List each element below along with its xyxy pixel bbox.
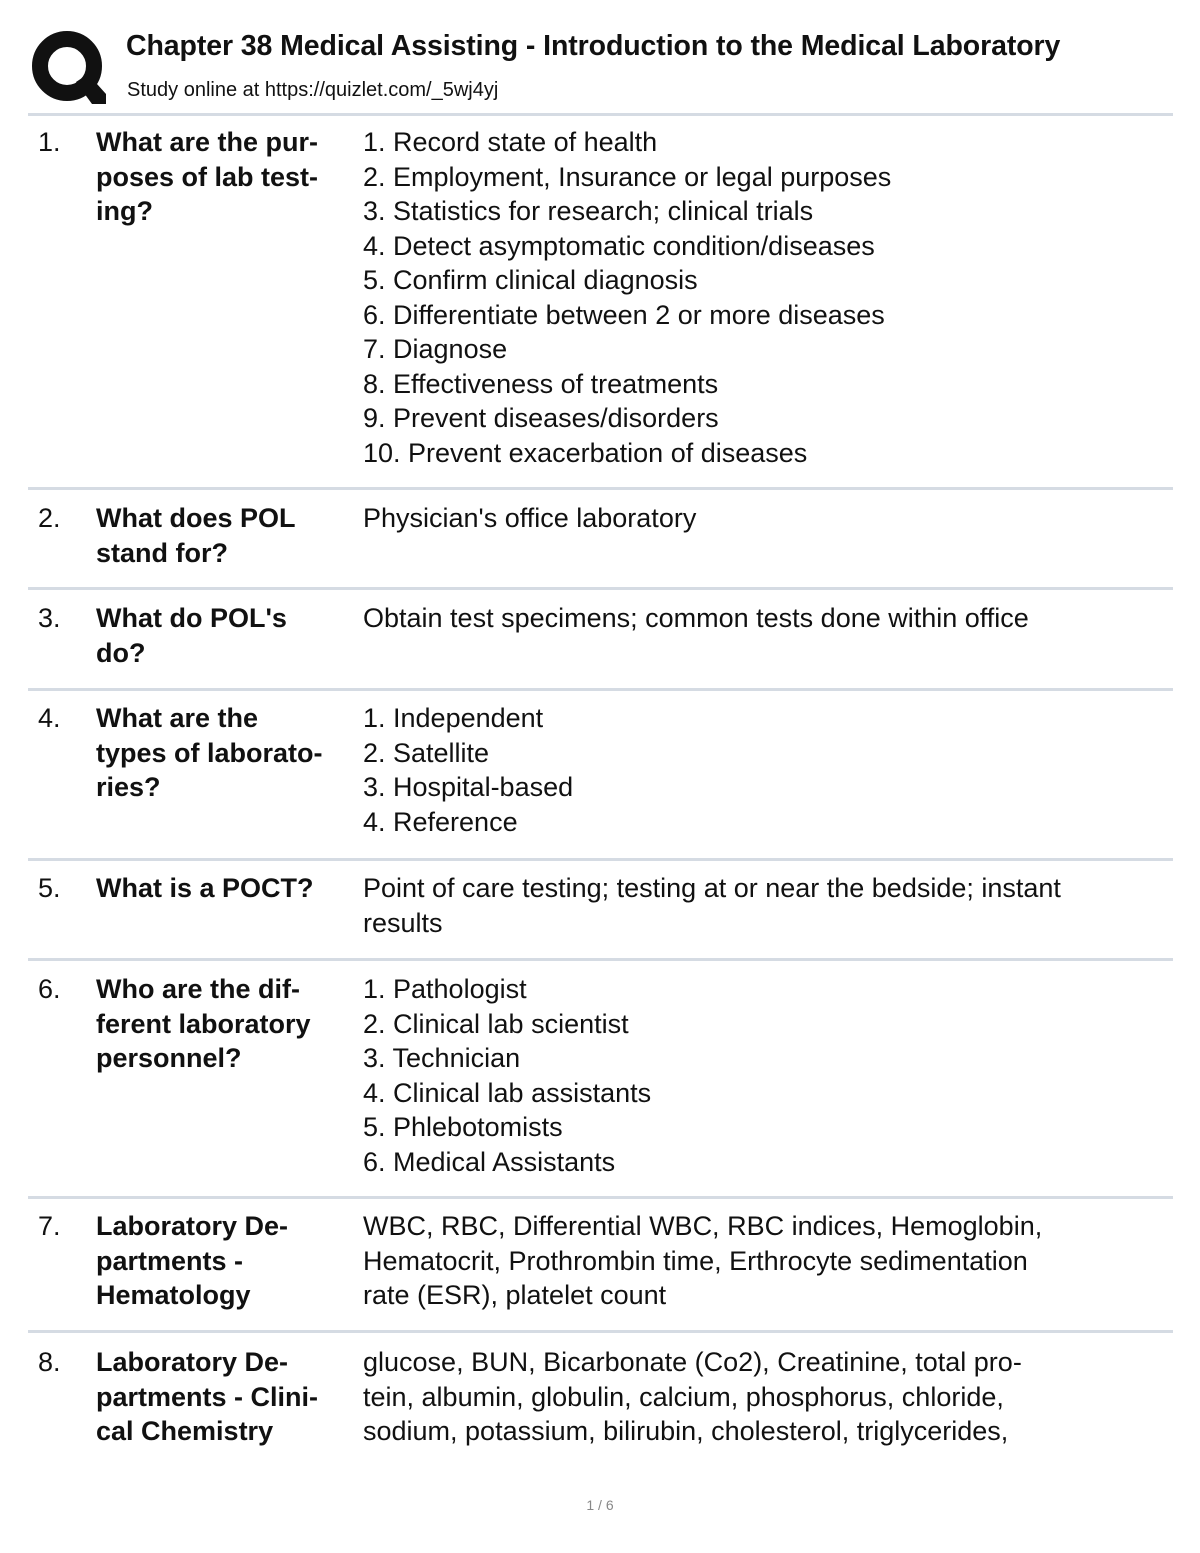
card-question: Laboratory De- partments - Clini- cal Chemistry	[96, 1347, 319, 1446]
card-number: 4.	[38, 703, 61, 733]
answer-line: 1. Independent	[363, 703, 544, 733]
card-question: What are the types of laborato- ries?	[96, 703, 323, 802]
answer-line: results	[363, 907, 443, 938]
answer-line: Obtain test specimens; common tests done within office	[363, 603, 1029, 633]
answer-line: 2. Satellite	[363, 737, 490, 768]
card-divider	[28, 688, 1173, 691]
card-number: 6.	[38, 974, 61, 1004]
card-divider	[28, 1330, 1173, 1333]
answer-line: Physician's office laboratory	[363, 503, 697, 533]
card-question: Who are the dif- ferent laboratory personnel?	[96, 974, 311, 1073]
answer-line: 8. Effectiveness of treatments	[363, 368, 719, 399]
card-answer	[363, 1209, 1163, 1313]
answer-line: Hematocrit, Prothrombin time, Erthrocyte sedimentation	[363, 1245, 1028, 1276]
answer-line: 9. Prevent diseases/disorders	[363, 403, 719, 433]
card-divider	[28, 587, 1173, 590]
answer-line: tein, albumin, globulin, calcium, phosphorus, chloride,	[363, 1381, 1004, 1412]
page-number: 1 / 6	[586, 1497, 614, 1513]
answer-line: sodium, potassium, bilirubin, cholesterol, triglycerides,	[363, 1416, 1009, 1446]
answer-line: 4. Reference	[363, 806, 518, 837]
answer-line: Point of care testing; testing at or near the bedside; instant	[363, 873, 1061, 903]
card-number: 5.	[38, 873, 61, 903]
answer-line: 7. Diagnose	[363, 334, 508, 364]
card-answer	[363, 701, 1163, 839]
answer-line: 3. Hospital-based	[363, 772, 574, 802]
answer-line: 5. Phlebotomists	[363, 1112, 563, 1142]
card-number: 2.	[38, 503, 61, 533]
card-answer	[363, 601, 1163, 636]
card-divider	[28, 958, 1173, 961]
answer-line: 3. Statistics for research; clinical trials	[363, 196, 814, 226]
answer-line: 5. Confirm clinical diagnosis	[363, 265, 698, 295]
card-answer	[363, 871, 1163, 940]
card-question: What does POL stand for?	[96, 503, 296, 568]
card-question: What do POL's do?	[96, 603, 287, 668]
answer-line: 6. Differentiate between 2 or more diseases	[363, 299, 885, 330]
answer-line: 2. Employment, Insurance or legal purposes	[363, 161, 892, 192]
answer-line: WBC, RBC, Differential WBC, RBC indices, Hemoglobin,	[363, 1211, 1043, 1241]
answer-line: 1. Record state of health	[363, 127, 658, 157]
card-question: What is a POCT?	[96, 873, 314, 903]
answer-line: 1. Pathologist	[363, 974, 527, 1004]
card-answer	[363, 125, 1163, 470]
card-divider	[28, 487, 1173, 490]
study-online-link[interactable]: Study online at https://quizlet.com/_5wj4yj	[127, 79, 499, 101]
answer-line: 6. Medical Assistants	[363, 1146, 616, 1177]
card-divider	[28, 858, 1173, 861]
answer-line: 3. Technician	[363, 1043, 521, 1073]
card-number: 8.	[38, 1347, 61, 1377]
card-number: 7.	[38, 1211, 61, 1241]
card-number: 3.	[38, 603, 61, 633]
card-question: Laboratory De- partments - Hematology	[96, 1211, 289, 1310]
answer-line: 2. Clinical lab scientist	[363, 1008, 629, 1039]
card-answer	[363, 1345, 1163, 1449]
card-answer	[363, 501, 1163, 536]
card-answer	[363, 972, 1163, 1179]
page-title: Chapter 38 Medical Assisting - Introduction to the Medical Laboratory	[126, 30, 1061, 62]
card-divider	[28, 1196, 1173, 1199]
quizlet-q-logo-icon	[30, 30, 106, 106]
header-divider	[28, 113, 1173, 116]
answer-line: glucose, BUN, Bicarbonate (Co2), Creatinine, total pro-	[363, 1347, 1022, 1377]
card-question: What are the pur- poses of lab test- ing?	[96, 127, 319, 226]
answer-line: 4. Clinical lab assistants	[363, 1077, 652, 1108]
answer-line: rate (ESR), platelet count	[363, 1280, 667, 1310]
answer-line: 10. Prevent exacerbation of diseases	[363, 437, 808, 468]
card-number: 1.	[38, 127, 61, 157]
answer-line: 4. Detect asymptomatic condition/diseases	[363, 230, 875, 261]
